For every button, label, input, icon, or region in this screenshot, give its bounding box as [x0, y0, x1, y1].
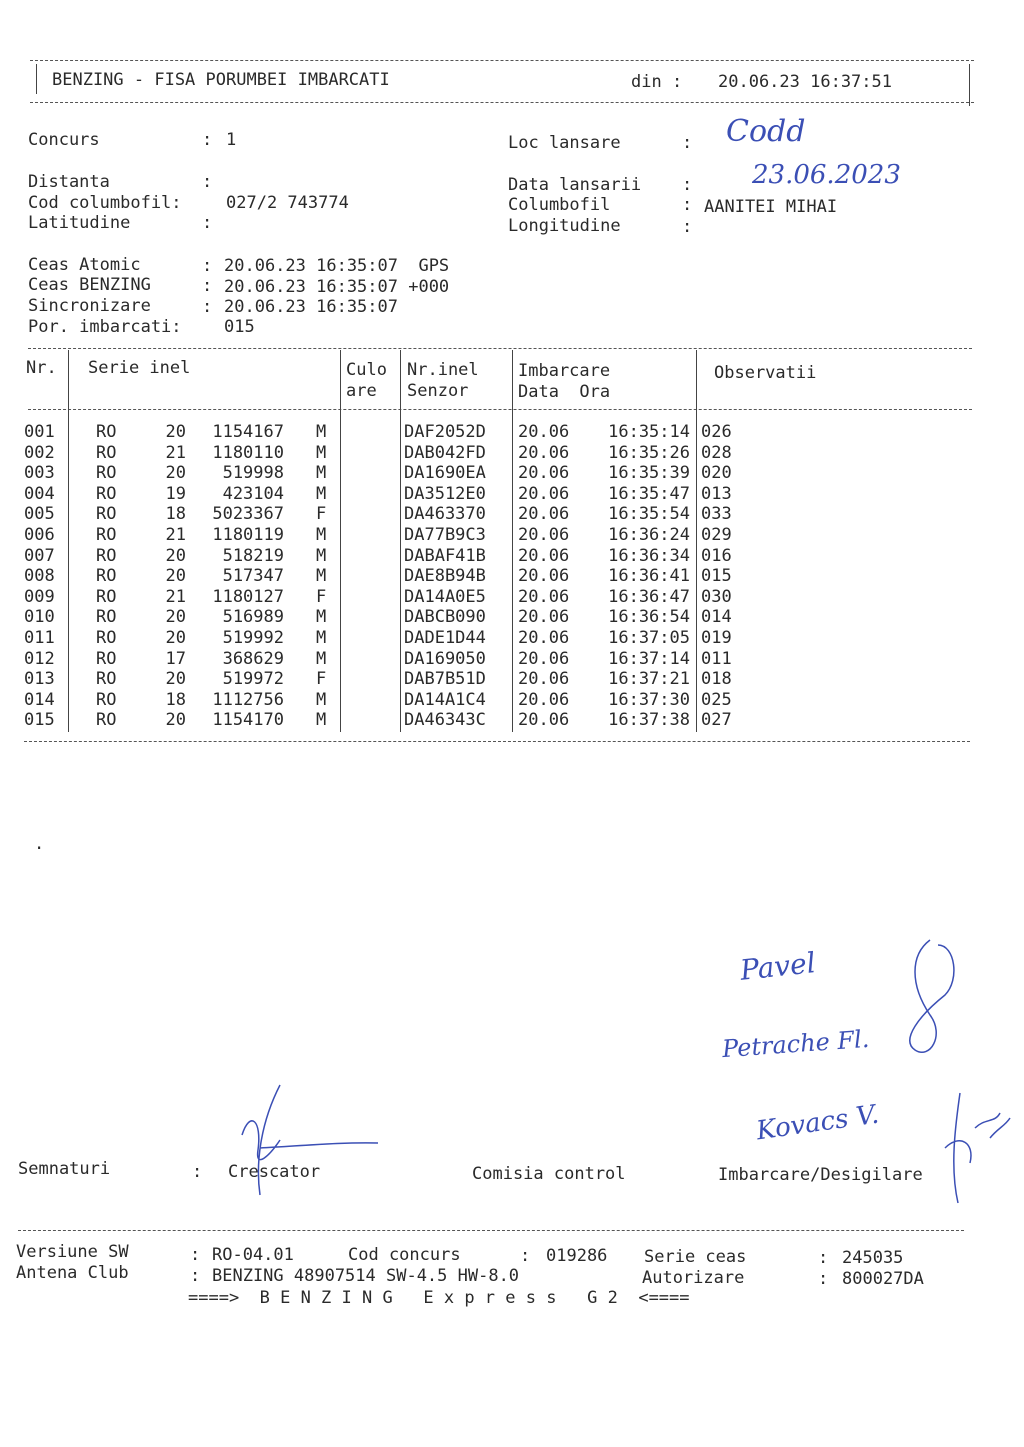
cell-tara: RO	[96, 648, 117, 669]
cell-nr: 006	[24, 525, 55, 545]
cell-senzor: DAE8B94B	[404, 566, 486, 587]
cell-ora: 16:37:14	[608, 648, 690, 669]
cell-data: 20.06	[518, 463, 570, 484]
cell-tara: RO	[96, 566, 117, 587]
distanta-label: Distanta	[28, 172, 110, 192]
header-imbarcare: Imbarcare	[518, 361, 611, 381]
cell-inel: 519972	[222, 669, 284, 690]
cell-obs: 020	[701, 463, 732, 484]
header-bottom-line	[30, 102, 974, 103]
cell-sex: M	[316, 545, 327, 566]
cell-senzor: DABAF41B	[404, 545, 486, 566]
colon: :	[190, 1266, 201, 1286]
cell-tara: RO	[96, 689, 117, 710]
footer-top-line	[18, 1230, 964, 1231]
cell-senzor: DA463370	[404, 504, 486, 525]
cell-an: 18	[165, 689, 186, 710]
colon: :	[192, 1162, 203, 1182]
cell-sex: M	[316, 710, 327, 731]
cell-inel: 1180119	[212, 525, 284, 545]
cell-data: 20.06	[518, 525, 570, 545]
crescator-label: Crescator	[228, 1162, 321, 1182]
cell-nr: 008	[24, 566, 55, 587]
cell-an: 20	[165, 628, 186, 648]
cell-obs: 015	[701, 566, 732, 587]
cell-nr: 005	[24, 504, 55, 525]
cell-inel: 368629	[222, 648, 284, 669]
col-divider	[400, 350, 401, 732]
cell-obs: 030	[701, 586, 732, 607]
cell-ora: 16:36:24	[608, 525, 690, 545]
cell-nr: 015	[24, 710, 55, 731]
cell-sex: F	[316, 586, 327, 607]
cell-tara: RO	[96, 669, 117, 690]
colon: :	[818, 1269, 829, 1289]
cod-columbofil-label: Cod columbofil:	[28, 193, 182, 213]
cell-senzor: DA14A0E5	[404, 586, 486, 607]
header-left-border	[36, 64, 37, 94]
serie-ceas-label: Serie ceas	[644, 1247, 747, 1267]
cell-sex: M	[316, 607, 327, 628]
cell-senzor: DAF2052D	[404, 422, 486, 442]
cell-senzor: DAB7B51D	[404, 669, 486, 690]
ceas-benzing-label: Ceas BENZING	[28, 275, 151, 295]
comisia-control-label: Comisia control	[472, 1164, 626, 1184]
colon: :	[202, 172, 213, 192]
cell-ora: 16:36:34	[608, 545, 690, 566]
cell-obs: 026	[701, 422, 732, 442]
header-serie-inel: Serie inel	[88, 358, 191, 378]
cell-sex: M	[316, 483, 327, 504]
cell-senzor: DA1690EA	[404, 463, 486, 484]
cell-data: 20.06	[518, 442, 570, 463]
loc-lansare-label: Loc lansare	[508, 133, 621, 153]
benzing-express-banner: ====> B E N Z I N G E x p r e s s G 2 <====	[188, 1288, 690, 1308]
cell-senzor: DABCB090	[404, 607, 486, 628]
cell-sex: M	[316, 442, 327, 463]
cell-inel: 5023367	[212, 504, 284, 525]
cell-sex: F	[316, 669, 327, 690]
table-header-line	[28, 409, 972, 410]
cell-nr: 002	[24, 442, 55, 463]
cell-ora: 16:37:21	[608, 669, 690, 690]
cell-senzor: DA14A1C4	[404, 689, 486, 710]
cell-tara: RO	[96, 545, 117, 566]
table-bottom-line	[24, 741, 970, 742]
cell-obs: 028	[701, 442, 732, 463]
cell-tara: RO	[96, 607, 117, 628]
cell-sex: M	[316, 463, 327, 484]
cell-obs: 025	[701, 689, 732, 710]
cell-senzor: DA3512E0	[404, 483, 486, 504]
cell-an: 19	[165, 483, 186, 504]
header-observatii: Observatii	[714, 363, 817, 383]
cell-senzor: DADE1D44	[404, 628, 486, 648]
header-senzor: Senzor	[407, 381, 469, 401]
cell-ora: 16:36:47	[608, 586, 690, 607]
columbofil-value: AANITEI MIHAI	[704, 197, 838, 217]
colon: :	[818, 1248, 829, 1268]
colon: :	[682, 217, 693, 237]
cell-sex: F	[316, 504, 327, 525]
cell-inel: 423104	[222, 483, 284, 504]
cell-obs: 014	[701, 607, 732, 628]
cell-data: 20.06	[518, 689, 570, 710]
header-right-border	[969, 64, 970, 106]
cell-inel: 1154170	[212, 710, 284, 731]
autorizare-label: Autorizare	[642, 1268, 745, 1288]
serie-ceas-value: 245035	[842, 1248, 904, 1268]
cell-tara: RO	[96, 586, 117, 607]
signature-name-1: Pavel	[738, 946, 818, 987]
cell-data: 20.06	[518, 422, 570, 442]
stray-dot: .	[34, 834, 45, 854]
colon: :	[202, 130, 213, 150]
signature-scribble-right	[930, 1088, 1020, 1208]
cell-nr: 013	[24, 669, 55, 690]
antena-club-value: BENZING 48907514 SW-4.5 HW-8.0	[212, 1266, 520, 1286]
header-nr-inel: Nr.inel	[407, 360, 479, 380]
cell-tara: RO	[96, 463, 117, 484]
versiune-sw-label: Versiune SW	[16, 1242, 129, 1262]
cell-data: 20.06	[518, 483, 570, 504]
cell-senzor: DAB042FD	[404, 442, 486, 463]
cell-tara: RO	[96, 442, 117, 463]
cell-ora: 16:35:14	[608, 422, 690, 442]
colon: :	[682, 175, 693, 195]
cell-tara: RO	[96, 422, 117, 442]
por-imbarcati-value: 015	[224, 317, 255, 337]
cell-sex: M	[316, 422, 327, 442]
cell-sex: M	[316, 566, 327, 587]
cell-senzor: DA169050	[404, 648, 486, 669]
cell-data: 20.06	[518, 545, 570, 566]
cell-sex: M	[316, 648, 327, 669]
colon: :	[202, 276, 213, 296]
cell-inel: 1180127	[212, 586, 284, 607]
col-divider	[340, 350, 341, 732]
cell-data: 20.06	[518, 586, 570, 607]
cell-inel: 1112756	[212, 689, 284, 710]
cell-an: 20	[165, 566, 186, 587]
header-data-ora: Data Ora	[518, 382, 611, 402]
col-divider	[696, 350, 697, 732]
cell-ora: 16:37:38	[608, 710, 690, 731]
ceas-benzing-value: 20.06.23 16:35:07 +000	[224, 277, 450, 297]
header-nr: Nr.	[26, 358, 57, 378]
data-lansarii-label: Data lansarii	[508, 175, 642, 195]
cell-ora: 16:36:54	[608, 607, 690, 628]
cell-ora: 16:37:05	[608, 628, 690, 648]
header-culoare-2: are	[346, 381, 377, 401]
data-lansarii-handwritten: 23.06.2023	[752, 160, 901, 190]
cell-data: 20.06	[518, 710, 570, 731]
cod-columbofil-value: 027/2 743774	[226, 193, 349, 213]
colon: :	[682, 133, 693, 153]
cell-tara: RO	[96, 483, 117, 504]
cell-inel: 516989	[222, 607, 284, 628]
signature-name-3: Kovacs V.	[754, 1099, 881, 1147]
loc-lansare-handwritten: Codd	[726, 114, 806, 149]
cod-concurs-value: 019286	[546, 1246, 608, 1266]
cell-obs: 027	[701, 710, 732, 731]
cell-inel: 519998	[222, 463, 284, 484]
cell-tara: RO	[96, 525, 117, 545]
cell-an: 21	[165, 442, 186, 463]
cod-concurs-label: Cod concurs	[348, 1245, 461, 1265]
cell-data: 20.06	[518, 648, 570, 669]
col-divider	[68, 350, 69, 732]
header-culoare: Culo	[346, 360, 387, 380]
cell-an: 20	[165, 422, 186, 442]
header-top-line	[30, 60, 974, 61]
signature-scribble-loop	[890, 935, 980, 1065]
colon: :	[202, 297, 213, 317]
cell-an: 21	[165, 525, 186, 545]
cell-sex: M	[316, 689, 327, 710]
cell-inel: 1154167	[212, 422, 284, 442]
cell-obs: 018	[701, 669, 732, 690]
longitudine-label: Longitudine	[508, 216, 621, 236]
cell-senzor: DA77B9C3	[404, 525, 486, 545]
columbofil-label: Columbofil	[508, 195, 611, 215]
cell-nr: 003	[24, 463, 55, 484]
por-imbarcati-label: Por. imbarcati:	[28, 317, 182, 337]
document-title: BENZING - FISA PORUMBEI IMBARCATI	[52, 70, 390, 90]
din-value: 20.06.23 16:37:51	[718, 72, 892, 92]
cell-data: 20.06	[518, 504, 570, 525]
ceas-atomic-value: 20.06.23 16:35:07 GPS	[224, 256, 450, 276]
colon: :	[682, 195, 693, 215]
cell-an: 20	[165, 607, 186, 628]
cell-data: 20.06	[518, 607, 570, 628]
cell-senzor: DA46343C	[404, 710, 486, 731]
table-top-line	[28, 348, 972, 349]
cell-nr: 012	[24, 648, 55, 669]
cell-data: 20.06	[518, 566, 570, 587]
cell-tara: RO	[96, 710, 117, 731]
din-label: din :	[631, 72, 683, 92]
cell-an: 17	[165, 648, 186, 669]
cell-sex: M	[316, 525, 327, 545]
cell-obs: 033	[701, 504, 732, 525]
cell-an: 20	[165, 710, 186, 731]
semnaturi-label: Semnaturi	[18, 1159, 111, 1179]
cell-nr: 001	[24, 422, 55, 442]
cell-an: 21	[165, 586, 186, 607]
cell-an: 18	[165, 504, 186, 525]
cell-ora: 16:36:41	[608, 566, 690, 587]
cell-an: 20	[165, 669, 186, 690]
cell-nr: 014	[24, 689, 55, 710]
sincronizare-value: 20.06.23 16:35:07	[224, 297, 398, 317]
signature-scribble-crescator	[200, 1080, 400, 1200]
cell-nr: 007	[24, 545, 55, 566]
cell-inel: 519992	[222, 628, 284, 648]
versiune-sw-value: RO-04.01	[212, 1245, 294, 1265]
cell-an: 20	[165, 545, 186, 566]
sincronizare-label: Sincronizare	[28, 296, 151, 316]
autorizare-value: 800027DA	[842, 1269, 924, 1289]
colon: :	[520, 1246, 531, 1266]
colon: :	[202, 256, 213, 276]
cell-inel: 518219	[222, 545, 284, 566]
imbarcare-desigilare-label: Imbarcare/Desigilare	[718, 1165, 923, 1185]
cell-ora: 16:35:47	[608, 483, 690, 504]
colon: :	[202, 213, 213, 233]
cell-ora: 16:35:39	[608, 463, 690, 484]
col-divider	[512, 350, 513, 732]
cell-tara: RO	[96, 628, 117, 648]
cell-ora: 16:37:30	[608, 689, 690, 710]
ceas-atomic-label: Ceas Atomic	[28, 255, 141, 275]
antena-club-label: Antena Club	[16, 1263, 129, 1283]
cell-inel: 517347	[222, 566, 284, 587]
cell-ora: 16:35:26	[608, 442, 690, 463]
cell-obs: 029	[701, 525, 732, 545]
signature-name-2: Petrache Fl.	[721, 1024, 871, 1064]
cell-sex: M	[316, 628, 327, 648]
cell-inel: 1180110	[212, 442, 284, 463]
cell-data: 20.06	[518, 628, 570, 648]
cell-nr: 004	[24, 483, 55, 504]
colon: :	[190, 1245, 201, 1265]
latitudine-label: Latitudine	[28, 213, 131, 233]
cell-an: 20	[165, 463, 186, 484]
cell-obs: 019	[701, 628, 732, 648]
cell-nr: 011	[24, 628, 55, 648]
cell-nr: 010	[24, 607, 55, 628]
concurs-value: 1	[226, 130, 237, 150]
cell-ora: 16:35:54	[608, 504, 690, 525]
cell-obs: 016	[701, 545, 732, 566]
cell-obs: 011	[701, 648, 732, 669]
cell-tara: RO	[96, 504, 117, 525]
cell-obs: 013	[701, 483, 732, 504]
cell-data: 20.06	[518, 669, 570, 690]
cell-nr: 009	[24, 586, 55, 607]
concurs-label: Concurs	[28, 130, 100, 150]
